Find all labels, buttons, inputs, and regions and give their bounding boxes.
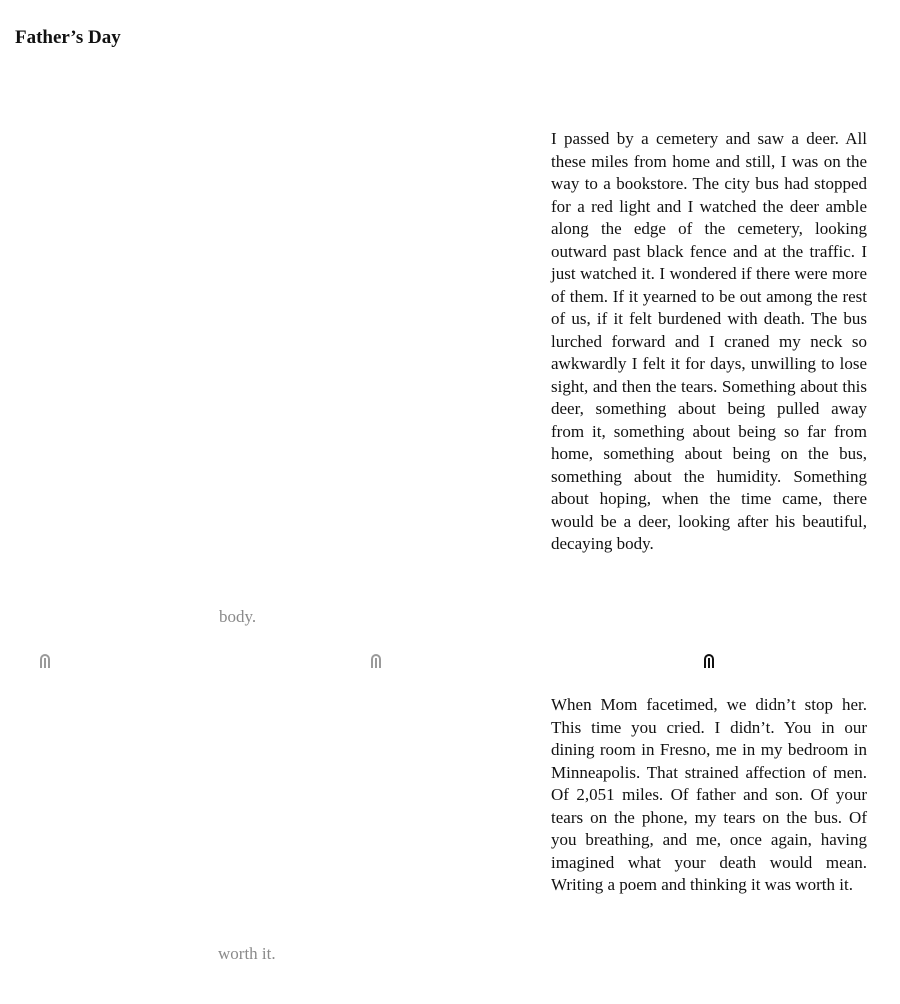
page-title: Father’s Day bbox=[15, 27, 121, 48]
poem-stanza-1: I passed by a cemetery and saw a deer. All these miles from home and still, I was on the way to a bookstore. The city bus had stopped for a red light and I watched the deer amble along the edge of the cemetery, looking outward past black fence and at the traffic. I just watched it. I wondered if there were more of them. If it yearned to be out among the rest of us, if it felt burdened with death. The bus lurched forward and I craned my neck so awkwardly I felt it for days, unwilling to lose sight, and then the tears. Something about this deer, something about being pulled away from it, something about being so far from home, something about being on the bus, something about the humidity. Something about hoping, when the time came, there would be a deer, looking after his beautiful, decaying body. bbox=[551, 129, 867, 553]
section-divider-icon-faded bbox=[40, 654, 50, 668]
section-divider-icon bbox=[704, 654, 714, 668]
section-divider-icon-faded bbox=[371, 654, 381, 668]
poem-stanza-2: When Mom facetimed, we didn’t stop her. This time you cried. I didn’t. You in our dining room in Fresno, me in my bedroom in Minneapolis. That strained affection of men. Of 2,051 miles. Of father and son. Of your tears on the phone, my tears on the bus. Of you breathing, and me, once again, having imagined what your death would mean. Writing a poem and thinking it was worth it. bbox=[551, 695, 867, 894]
ghost-text-fragment: body. bbox=[219, 607, 257, 626]
ghost-text-fragment: worth it. bbox=[218, 944, 276, 963]
